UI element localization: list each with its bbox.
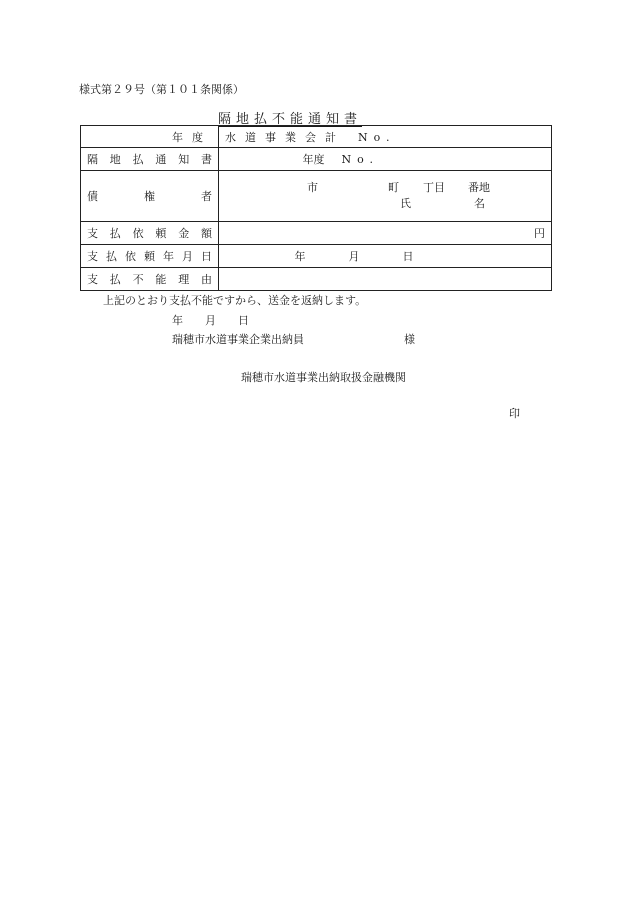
notice-table (80, 125, 552, 291)
notice-date-month: 月 (205, 314, 216, 327)
recipient-honorific: 様 (404, 333, 415, 346)
document-title: 隔地払不能通知書 (218, 112, 363, 127)
fiscal-year-value-cell (219, 126, 552, 148)
bank-name: 瑞穂市水道事業出納取扱金融機関 (241, 371, 406, 384)
form-number: 様式第２９号（第１０１条関係） (79, 83, 244, 96)
row-request-date (81, 245, 552, 268)
seal-mark: 印 (509, 407, 520, 420)
notice-date (172, 312, 249, 328)
creditor-town: 町 (388, 181, 399, 194)
reason-value-cell (219, 268, 552, 291)
amount-label: 支払依頼金額 (81, 222, 219, 245)
notice-value-cell (219, 148, 552, 171)
creditor-chome: 丁目 (423, 181, 445, 194)
row-creditor (81, 171, 552, 222)
row-notice (81, 148, 552, 171)
notice-date-day: 日 (238, 314, 249, 327)
notice-label: 隔地払通知書 (81, 148, 219, 171)
creditor-name-2: 名 (474, 197, 485, 210)
row-fiscal-year (81, 126, 552, 148)
request-date-month: 月 (348, 250, 360, 263)
amount-value-cell (219, 222, 552, 245)
creditor-label: 債権者 (81, 171, 219, 222)
notice-date-year: 年 (172, 314, 183, 327)
request-date-day: 日 (402, 250, 414, 263)
notice-year-label: 年度 (302, 153, 325, 166)
request-date-label: 支払依頼年月日 (81, 245, 219, 268)
reason-label: 支払不能理由 (81, 268, 219, 291)
creditor-value-cell (219, 171, 552, 222)
accounting-name: 水道事業会計 (225, 130, 345, 144)
recipient-name: 瑞穂市水道事業企業出納員 (172, 333, 304, 346)
creditor-name-1: 氏 (400, 197, 411, 210)
creditor-banchi: 番地 (468, 181, 490, 194)
return-notice-text: 上記のとおり支払不能ですから、送金を返納します。 (103, 294, 367, 307)
request-date-value-cell (219, 245, 552, 268)
notice-no: No. (341, 153, 380, 166)
request-date-year: 年 (294, 250, 306, 263)
row-amount (81, 222, 552, 245)
fiscal-year-no: No. (358, 130, 396, 144)
row-reason (81, 268, 552, 291)
fiscal-year-label: 年度 (81, 126, 219, 148)
creditor-city: 市 (307, 181, 318, 194)
amount-unit: 円 (534, 227, 545, 240)
